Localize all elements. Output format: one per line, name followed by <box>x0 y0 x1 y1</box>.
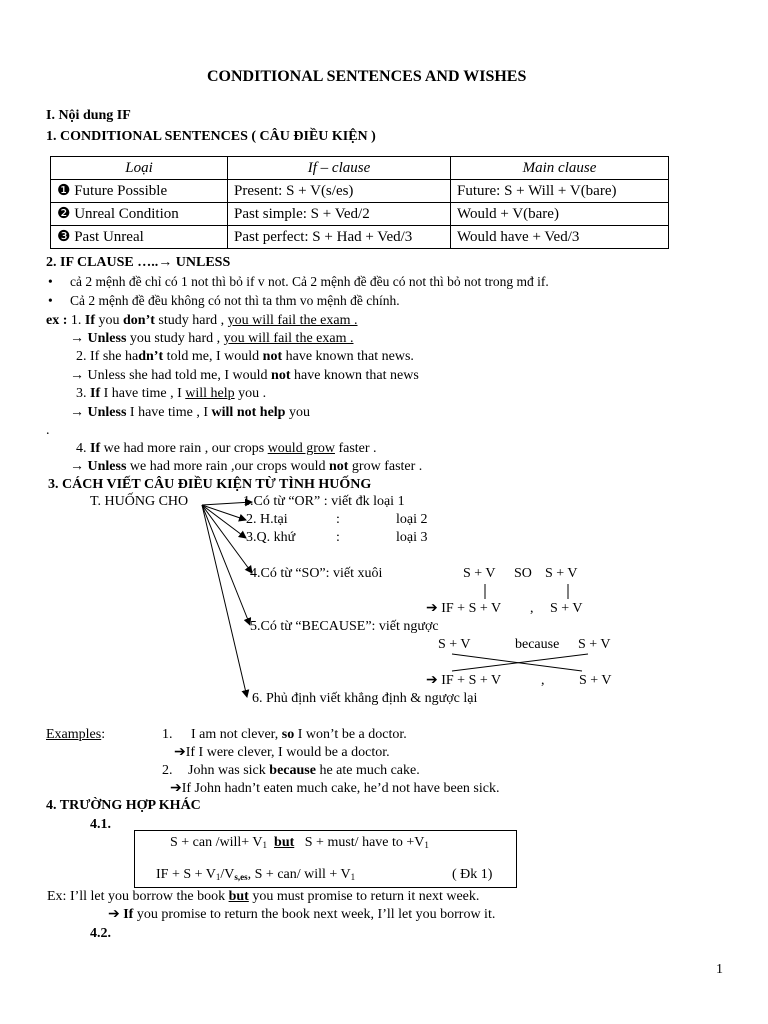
formula-text: S + V <box>438 637 471 652</box>
example-number: 1. <box>162 727 173 742</box>
example-line: 2. If she hadn’t told me, I would not have known that news. <box>76 349 414 364</box>
formula-text: S + V <box>578 637 611 652</box>
table-header: If – clause <box>228 157 451 180</box>
diagram-colon: : <box>336 512 340 527</box>
example-number: 2. <box>162 763 173 778</box>
diagram-item: 1.Có từ “OR” : viết đk loại 1 <box>243 494 405 509</box>
example-line: Ex: I’ll let you borrow the book but you must promise to return it next week. <box>47 889 480 904</box>
example-line: → Unless we had more rain ,our crops would not grow faster . <box>70 459 423 474</box>
diagram-item: 2. H.tại <box>246 512 288 527</box>
diagram-item: 6. Phủ định viết khẳng định & ngược lại <box>252 691 478 706</box>
table-cell: Past simple: S + Ved/2 <box>228 203 451 226</box>
subsection-label: 4.1. <box>90 817 111 832</box>
bullet-rule: • cả 2 mệnh đề chỉ có 1 not thì bỏ if v not. Cả 2 mệnh đề đều có not thì bỏ not trong mđ if. <box>70 274 549 290</box>
formula-text: S + V <box>579 673 612 688</box>
table-cell: Would + V(bare) <box>451 203 669 226</box>
page-number: 1 <box>716 962 723 977</box>
table-cell: Future: S + Will + V(bare) <box>451 180 669 203</box>
table-cell: ❶ Future Possible <box>51 180 228 203</box>
formula-text: ➔ IF + S + V <box>426 601 502 616</box>
bullet-rule: • Cả 2 mệnh đề đều không có not thì ta thm vo mệnh đề chính. <box>70 293 400 309</box>
example-result: ➔ If you promise to return the book next week, I’ll let you borrow it. <box>108 907 496 922</box>
heading-other-cases: 4. TRƯỜNG HỢP KHÁC <box>46 798 201 813</box>
stray-dot: . <box>46 423 50 438</box>
table-cell: Past perfect: S + Had + Ved/3 <box>228 226 451 249</box>
example-result: ➔If John hadn’t eaten much cake, he’d not have been sick. <box>170 781 500 796</box>
example-line: 3. If I have time , I will help you . <box>76 386 267 401</box>
table-header: Loại <box>51 157 228 180</box>
example-line: → Unless she had told me, I would not have known that news <box>70 368 419 383</box>
formula-text: SO <box>514 566 532 581</box>
section-heading: I. Nội dung IF <box>46 108 131 123</box>
table-cell: Present: S + V(s/es) <box>228 180 451 203</box>
diagram-item: loại 3 <box>396 530 428 545</box>
page-title: CONDITIONAL SENTENCES AND WISHES <box>207 68 527 85</box>
example-line: 4. If we had more rain , our crops would grow faster . <box>76 441 377 456</box>
example-line: I am not clever, so I won’t be a doctor. <box>191 727 407 742</box>
example-line: ex : 1. If you don’t study hard , you will fail the exam . <box>46 313 358 328</box>
diagram-root: T. HUỐNG CHO <box>90 494 189 509</box>
subsection-label: 4.2. <box>90 926 111 941</box>
formula-text: S + V <box>463 566 496 581</box>
heading-if-clause-unless: 2. IF CLAUSE …..→ UNLESS <box>46 255 231 270</box>
diagram-item: 3.Q. khứ <box>246 530 296 545</box>
diagram-item: loại 2 <box>396 512 428 527</box>
table-cell: ❷ Unreal Condition <box>51 203 228 226</box>
example-line: John was sick because he ate much cake. <box>188 763 420 778</box>
diagram-item: 4.Có từ “SO”: viết xuôi <box>250 566 383 581</box>
formula-text: S + V <box>545 566 578 581</box>
example-line: → Unless you study hard , you will fail the exam . <box>70 331 354 346</box>
formula-line: S + can /will+ $V_1$ but S + must/ have to $+V_1$ <box>170 835 429 850</box>
table-cell: ❸ Past Unreal <box>51 226 228 249</box>
example-result: ➔If I were clever, I would be a doctor. <box>174 745 390 760</box>
formula-tag: ( Đk 1) <box>452 867 493 882</box>
formula-line: IF + $S + V_1/V_{s,es}$, S + can/ will + $V_1$ <box>156 867 356 882</box>
heading-conditional-sentences: 1. CONDITIONAL SENTENCES ( CÂU ĐIỀU KIỆN ) <box>46 129 376 144</box>
example-line: → Unless I have time , I will not help you <box>70 405 310 420</box>
diagram-item: 5.Có từ “BECAUSE”: viết ngược <box>250 619 439 634</box>
formula-text: , <box>530 601 534 616</box>
formula-text: , <box>541 673 545 688</box>
formula-text: ➔ IF + S + V <box>426 673 502 688</box>
diagram-colon: : <box>336 530 340 545</box>
examples-label: Examples: <box>46 727 106 742</box>
heading-situation: 3. CÁCH VIẾT CÂU ĐIỀU KIỆN TỪ TÌNH HUỐNG <box>48 477 372 492</box>
table-cell: Would have + Ved/3 <box>451 226 669 249</box>
table-header: Main clause <box>451 157 669 180</box>
arrow-line <box>202 505 246 520</box>
formula-text: because <box>515 637 560 652</box>
formula-text: S + V <box>550 601 583 616</box>
